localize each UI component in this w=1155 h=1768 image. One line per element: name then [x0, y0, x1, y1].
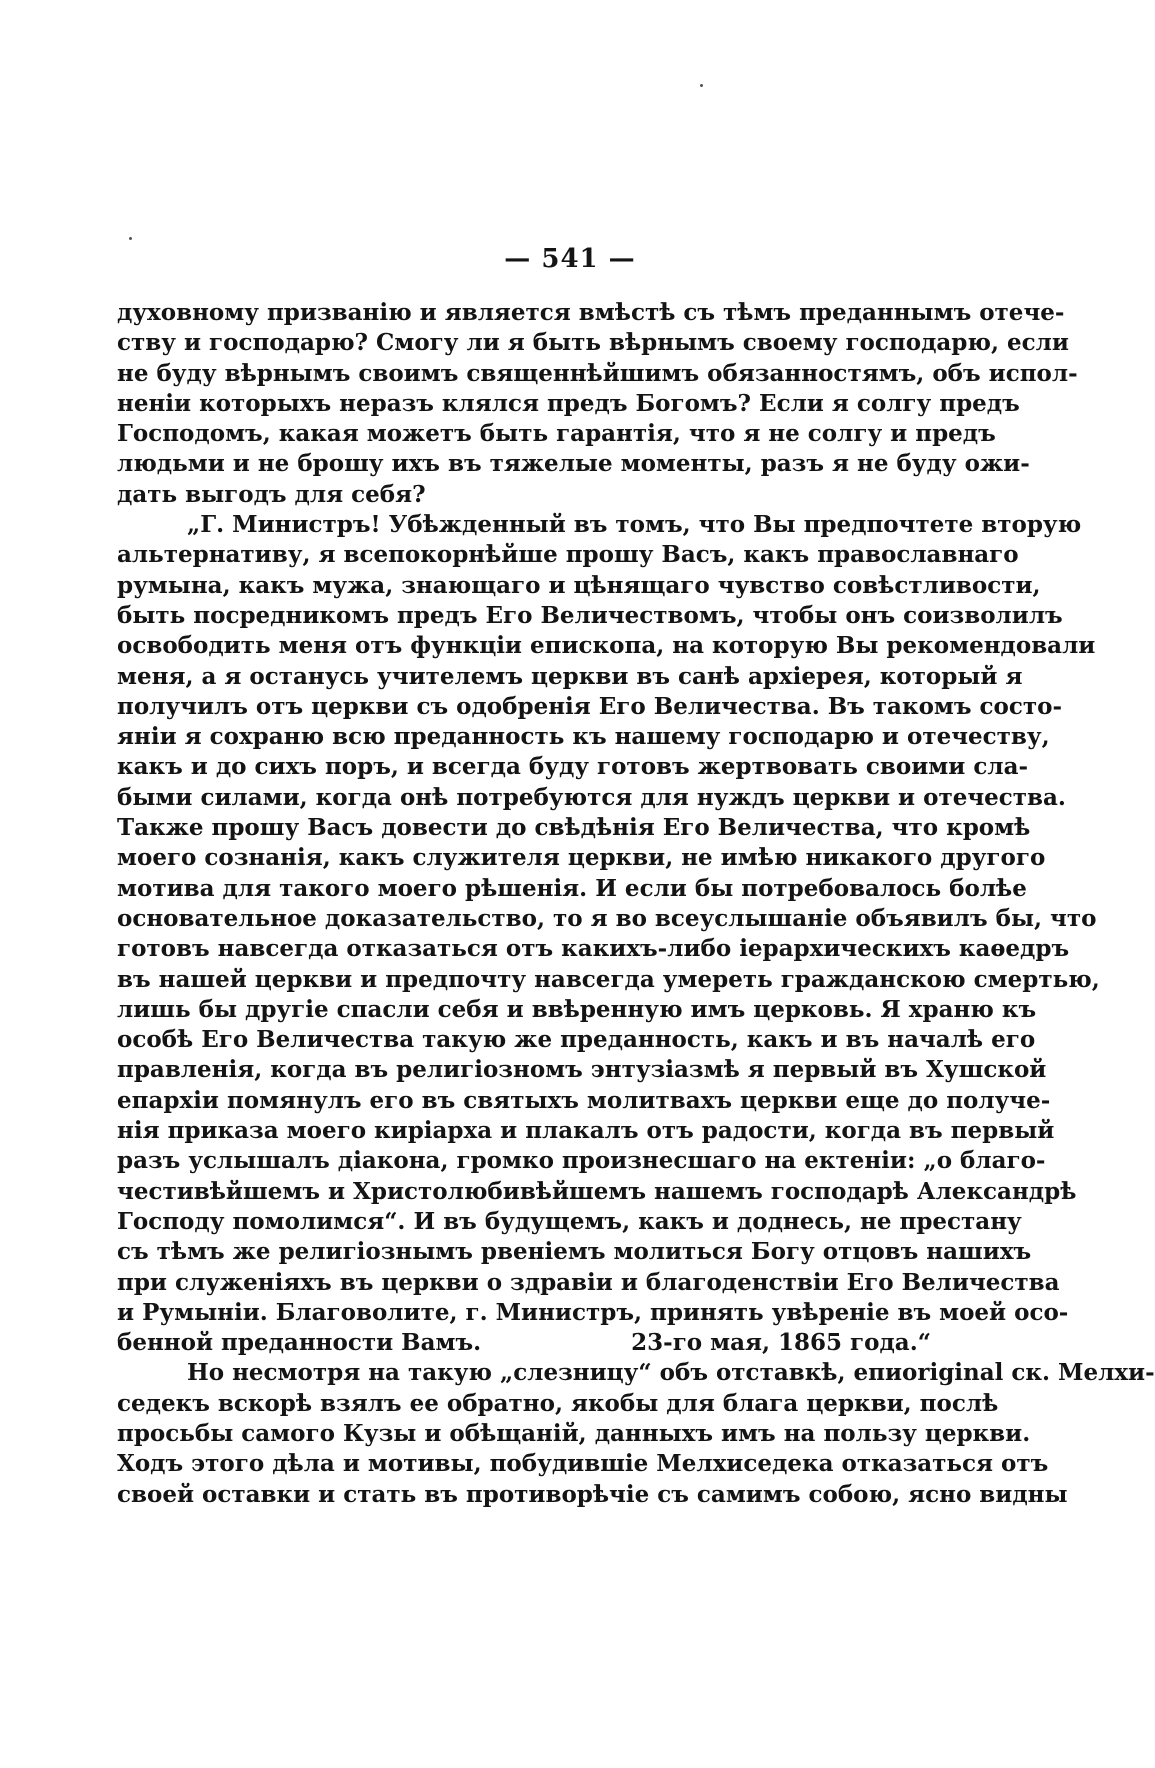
text-line: альтернативу, я всепокорнѣйше прошу Васъ, какъ православнаго	[117, 541, 1019, 569]
text-line: моего сознанія, какъ служителя церкви, не имѣю никакого другого	[117, 844, 1046, 872]
text-line: Но несмотря на такую „слезницу“ объ отставкѣ, епиoriginal ск. Мелхи-	[187, 1359, 1155, 1387]
text-line: освободить меня отъ функціи епископа, на которую Вы рекомендовали	[117, 632, 1096, 660]
page-speck	[129, 237, 132, 240]
text-line: епархіи помянулъ его въ святыхъ молитвахъ церкви еще до получе-	[117, 1086, 1051, 1114]
closing-line	[117, 1328, 943, 1358]
text-line: „Г. Министръ! Убѣжденный въ томъ, что Вы предпочтете вторую	[187, 511, 1082, 539]
text-line: ству и господарю? Смогу ли я быть вѣрнымъ своему господарю, если	[117, 329, 1069, 357]
text-line: просьбы самого Кузы и обѣщаній, данныхъ имъ на пользу церкви.	[117, 1419, 1031, 1447]
text-line: седекъ вскорѣ взялъ ее обратно, якобы для блага церкви, послѣ	[117, 1389, 999, 1417]
text-line: лишь бы другіе спасли себя и ввѣренную имъ церковь. Я храню къ	[117, 995, 1037, 1023]
text-line: быть посредникомъ предъ Его Величествомъ, чтобы онъ соизволилъ	[117, 601, 1063, 629]
text-line: своей оставки и стать въ противорѣчіе съ самимъ собою, ясно видны	[117, 1480, 1068, 1508]
text-line: и Румыніи. Благоволите, г. Министръ, принять увѣреніе въ моей осо-	[117, 1298, 1069, 1326]
text-line: правленія, когда въ религіозномъ энтузіазмѣ я первый въ Хушской	[117, 1056, 1047, 1084]
text-line: особѣ Его Величества такую же преданность, какъ и въ началѣ его	[117, 1026, 1036, 1054]
text-line: въ нашей церкви и предпочту навсегда умереть гражданскою смертью,	[117, 965, 1100, 993]
text-line: Ходъ этого дѣла и мотивы, побудившіе Мелхиседека отказаться отъ	[117, 1450, 1049, 1478]
text-line: дать выгодъ для себя?	[117, 480, 426, 508]
text-line: не буду вѣрнымъ своимъ священнѣйшимъ обязанностямъ, объ испол-	[117, 359, 1078, 387]
text-line: быми силами, когда онѣ потребуются для нуждъ церкви и отечества.	[117, 783, 1066, 811]
text-line: основательное доказательство, то я во всеуслышаніе объявилъ бы, что	[117, 904, 1097, 932]
page-speck	[700, 84, 703, 87]
text-line: получилъ отъ церкви съ одобренія Его Величества. Въ такомъ состо-	[117, 692, 1063, 720]
text-line: Господомъ, какая можетъ быть гарантія, что я не солгу и предъ	[117, 420, 996, 448]
text-line: какъ и до сихъ поръ, и всегда буду готовъ жертвовать своими сла-	[117, 753, 1029, 781]
text-line: яніи я сохраню всю преданность къ нашему господарю и отечеству,	[117, 723, 1050, 751]
text-line: мотива для такого моего рѣшенія. И если бы потребовалось болѣе	[117, 874, 1027, 902]
text-line: честивѣйшемъ и Христолюбивѣйшемъ нашемъ господарѣ Александрѣ	[117, 1177, 1077, 1205]
text-line: разъ услышалъ діакона, громко произнесшаго на ектеніи: „о благо-	[117, 1147, 1046, 1175]
closing-phrase: бенной преданности Вамъ.	[117, 1329, 482, 1357]
text-line: при служеніяхъ въ церкви о здравіи и благоденствіи Его Величества	[117, 1268, 1060, 1296]
letter-date: 23-го мая, 1865 года.“	[631, 1329, 931, 1357]
text-line: нія приказа моего киріарха и плакалъ отъ радости, когда въ первый	[117, 1117, 1055, 1145]
text-line: готовъ навсегда отказаться отъ какихъ-либо іерархическихъ каѳедръ	[117, 935, 1070, 963]
text-line: румына, какъ мужа, знающаго и цѣнящаго чувство совѣстливости,	[117, 571, 1041, 599]
text-line: людьми и не брошу ихъ въ тяжелые моменты, разъ я не буду ожи-	[117, 450, 1030, 478]
text-line: Господу помолимся“. И въ будущемъ, какъ и доднесь, не престану	[117, 1207, 1022, 1235]
text-line: меня, а я останусь учителемъ церкви въ санѣ архіерея, который я	[117, 662, 1023, 690]
text-line: неніи которыхъ неразъ клялся предъ Богомъ? Если я солгу предъ	[117, 389, 1020, 417]
page-number: — 541 —	[504, 244, 636, 274]
text-line: духовному призванію и является вмѣстѣ съ тѣмъ преданнымъ отече-	[117, 299, 1065, 326]
text-line: Также прошу Васъ довести до свѣдѣнія Его Величества, что кромѣ	[117, 814, 1031, 842]
body-text	[117, 298, 1155, 1510]
text-line: съ тѣмъ же религіознымъ рвеніемъ молиться Богу отцовъ нашихъ	[117, 1238, 1032, 1266]
